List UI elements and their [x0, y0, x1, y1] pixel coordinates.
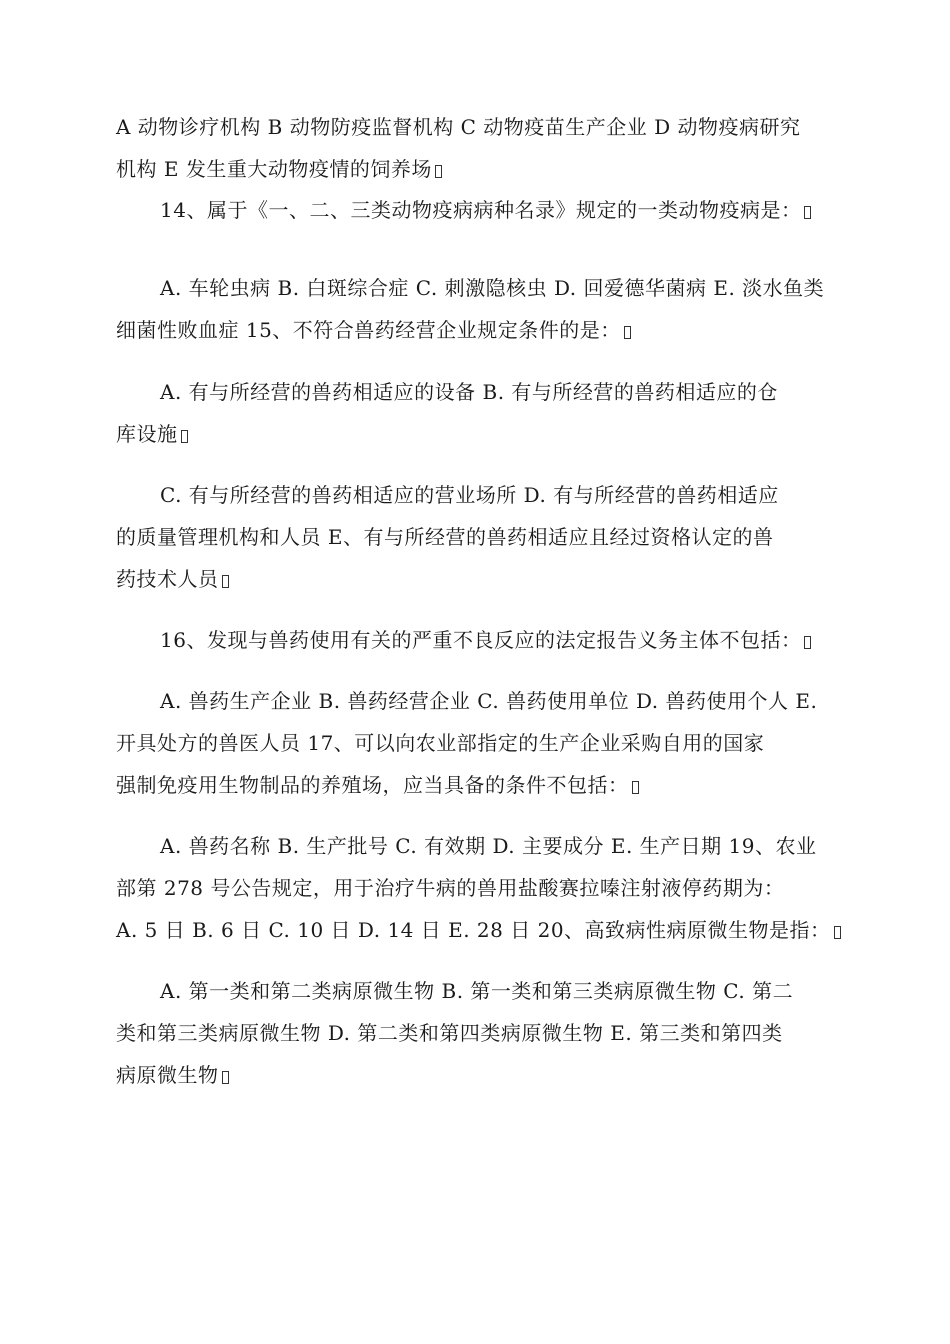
text-line: 机构 E 发生重大动物疫情的饲养场 [116, 148, 836, 190]
placeholder-box-icon [435, 165, 442, 178]
paragraph-options-16-question-17 [116, 680, 836, 806]
placeholder-box-icon [804, 636, 811, 649]
text-line: A. 兽药生产企业 B. 兽药经营企业 C. 兽药使用单位 D. 兽药使用个人 E. [160, 689, 818, 713]
text-line: 库设施 [116, 413, 836, 455]
text-line: A. 兽药名称 B. 生产批号 C. 有效期 D. 主要成分 E. 生产日期 19、农业 [160, 834, 817, 858]
text-line: 类和第三类病原微生物 D. 第二类和第四类病原微生物 E. 第三类和第四类 [116, 1021, 783, 1045]
text-line: 药技术人员 [116, 558, 836, 600]
text-line: A. 5 日 B. 6 日 C. 10 日 D. 14 日 E. 28 日 20、高致病性病原微生物是指： [116, 909, 836, 951]
text-line: A. 有与所经营的兽药相适应的设备 B. 有与所经营的兽药相适应的仓 [160, 380, 778, 404]
paragraph-options-15-ab [116, 371, 836, 455]
text-line: 病原微生物 [116, 1054, 836, 1096]
paragraph-options-14-question-15 [116, 267, 836, 351]
placeholder-box-icon [222, 575, 229, 588]
text-line: 开具处方的兽医人员 17、可以向农业部指定的生产企业采购自用的国家 [116, 731, 765, 755]
text-line: 的质量管理机构和人员 E、有与所经营的兽药相适应且经过资格认定的兽 [116, 525, 774, 549]
paragraph-question-14 [116, 189, 836, 231]
paragraph-options-20 [116, 970, 836, 1096]
placeholder-box-icon [181, 430, 188, 443]
text-line: 14、属于《一、二、三类动物疫病病种名录》规定的一类动物疫病是： [116, 189, 836, 231]
placeholder-box-icon [804, 206, 811, 219]
text-line: 细菌性败血症 15、不符合兽药经营企业规定条件的是： [116, 309, 836, 351]
text-line: C. 有与所经营的兽药相适应的营业场所 D. 有与所经营的兽药相适应 [160, 483, 779, 507]
text-line: 强制免疫用生物制品的养殖场，应当具备的条件不包括： [116, 764, 836, 806]
paragraph-options-19-question-20 [116, 825, 836, 951]
text-line: A 动物诊疗机构 B 动物防疫监督机构 C 动物疫苗生产企业 D 动物疫病研究 [116, 115, 801, 139]
placeholder-box-icon [834, 926, 841, 939]
paragraph-options-13 [116, 106, 836, 190]
text-line: 部第 278 号公告规定，用于治疗牛病的兽用盐酸赛拉嗪注射液停药期为： [116, 876, 785, 900]
text-line: 16、发现与兽药使用有关的严重不良反应的法定报告义务主体不包括： [116, 619, 836, 661]
placeholder-box-icon [632, 781, 639, 794]
paragraph-question-16 [116, 619, 836, 661]
paragraph-options-15-cde [116, 474, 836, 600]
text-line: A. 车轮虫病 B. 白斑综合症 C. 刺激隐核虫 D. 回爱德华菌病 E. 淡水鱼类 [160, 276, 825, 300]
placeholder-box-icon [624, 326, 631, 339]
placeholder-box-icon [222, 1071, 229, 1084]
text-line: A. 第一类和第二类病原微生物 B. 第一类和第三类病原微生物 C. 第二 [160, 979, 794, 1003]
